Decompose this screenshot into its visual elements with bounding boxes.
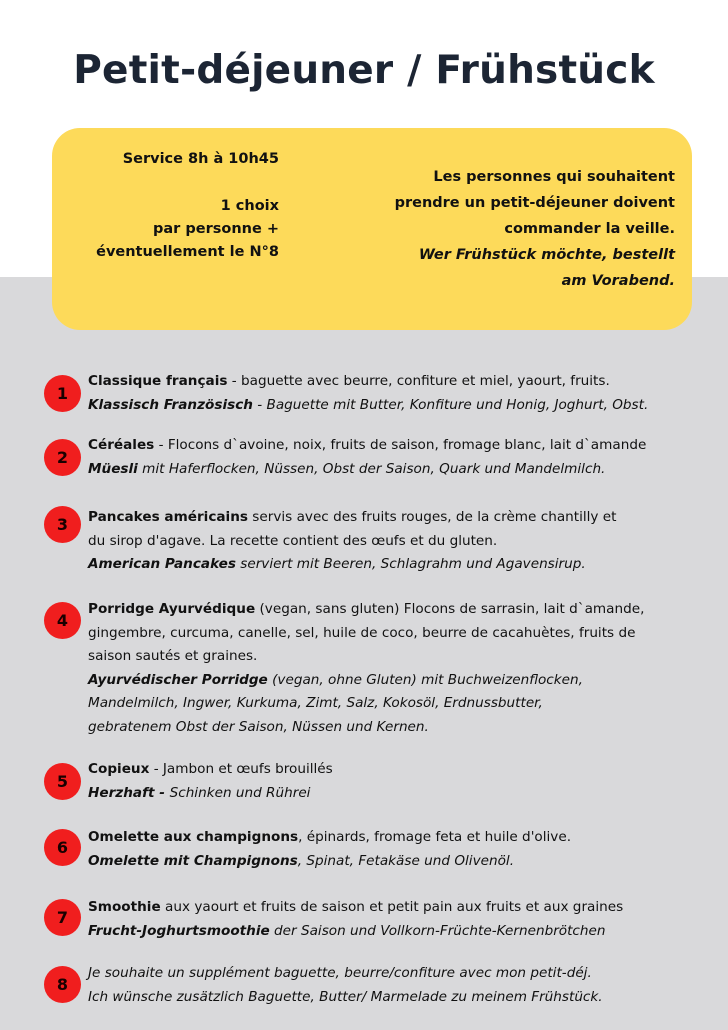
item-desc-fr: , épinards, fromage feta et huile d'olive. (298, 829, 572, 845)
supplement-fr: Je souhaite un supplément baguette, beurre/confiture avec mon petit-déj. (88, 965, 592, 981)
item-desc-fr-2: du sirop d'agave. La recette contient des œufs et du gluten. (88, 532, 498, 549)
item-number-badge: 5 (44, 763, 81, 800)
notice-fr-3: commander la veille. (504, 221, 675, 237)
notice-de-2: am Vorabend. (561, 273, 675, 289)
item-desc-fr: - Flocons d`avoine, noix, fruits de saison, fromage blanc, lait d`amande (154, 437, 647, 453)
item-number-badge: 3 (44, 506, 81, 543)
item-name-fr: Omelette aux champignons (88, 829, 299, 845)
item-desc-fr: aux yaourt et fruits de saison et petit pain aux fruits et aux graines (160, 899, 624, 915)
item-name-de: Herzhaft - (88, 784, 170, 801)
item-number-badge: 2 (44, 439, 81, 476)
item-desc-fr-3: saison sautés et graines. (88, 648, 258, 664)
item-name-de: Ayurvédischer Porridge (88, 671, 268, 688)
choice-line-3: éventuellement le N°8 (96, 244, 279, 260)
item-desc-de: der Saison und Vollkorn-Früchte-Kernenbrötchen (269, 922, 606, 939)
item-desc-fr: servis avec des fruits rouges, de la crème chantilly et (247, 509, 617, 525)
item-name-de: Omelette mit Champignons (88, 852, 298, 869)
item-name-fr: Porridge Ayurvédique (88, 601, 256, 617)
item-name-fr: Classique français (88, 373, 228, 389)
item-name-de: Müesli (88, 460, 138, 477)
item-number-badge: 6 (44, 829, 81, 866)
choice-line-2: par personne + (153, 221, 279, 237)
service-hours: Service 8h à 10h45 (122, 151, 279, 167)
item-name-fr: Smoothie (88, 899, 161, 915)
item-desc-de: (vegan, ohne Gluten) mit Buchweizenflocken, (267, 671, 583, 688)
service-info (96, 148, 279, 264)
item-desc-de: Schinken und Rührei (169, 784, 311, 801)
supplement-de: Ich wünsche zusätzlich Baguette, Butter/ Marmelade zu meinem Frühstück. (88, 988, 603, 1005)
item-desc-de-3: gebratenem Obst der Saison, Nüssen und Kernen. (88, 718, 429, 735)
item-number-badge: 7 (44, 899, 81, 936)
item-name-fr: Céréales (88, 437, 155, 453)
item-desc-fr: - baguette avec beurre, confiture et miel, yaourt, fruits. (227, 373, 610, 389)
item-number-badge: 1 (44, 375, 81, 412)
item-desc-de: - Baguette mit Butter, Konfiture und Honig, Joghurt, Obst. (252, 396, 649, 413)
item-name-de: Klassisch Französisch (88, 396, 253, 413)
item-desc-de: mit Haferflocken, Nüssen, Obst der Saison, Quark und Mandelmilch. (137, 460, 606, 477)
page-title: Petit-déjeuner / Frühstück (73, 48, 655, 93)
item-desc-fr-2: gingembre, curcuma, canelle, sel, huile de coco, beurre de cacahuètes, fruits de (88, 624, 636, 641)
order-notice (395, 164, 675, 294)
info-box (52, 128, 692, 330)
notice-fr-1: Les personnes qui souhaitent (433, 169, 675, 185)
item-desc-fr: (vegan, sans gluten) Flocons de sarrasin, lait d`amande, (255, 601, 645, 617)
item-desc-fr: - Jambon et œufs brouillés (149, 761, 333, 777)
item-desc-de: serviert mit Beeren, Schlagrahm und Agavensirup. (235, 556, 586, 572)
item-number-badge: 8 (44, 966, 81, 1003)
notice-fr-2: prendre un petit-déjeuner doivent (394, 195, 675, 211)
choice-line-1: 1 choix (220, 198, 279, 214)
item-desc-de: , Spinat, Fetakäse und Olivenöl. (297, 852, 515, 869)
item-name-de: Frucht-Joghurtsmoothie (88, 922, 270, 939)
item-number-badge: 4 (44, 602, 81, 639)
item-desc-de-2: Mandelmilch, Ingwer, Kurkuma, Zimt, Salz, Kokosöl, Erdnussbutter, (88, 695, 543, 711)
item-name-fr: Pancakes américains (88, 509, 248, 525)
item-name-de: American Pancakes (88, 556, 236, 572)
notice-de-1: Wer Frühstück möchte, bestellt (418, 247, 675, 263)
item-name-fr: Copieux (88, 761, 150, 777)
